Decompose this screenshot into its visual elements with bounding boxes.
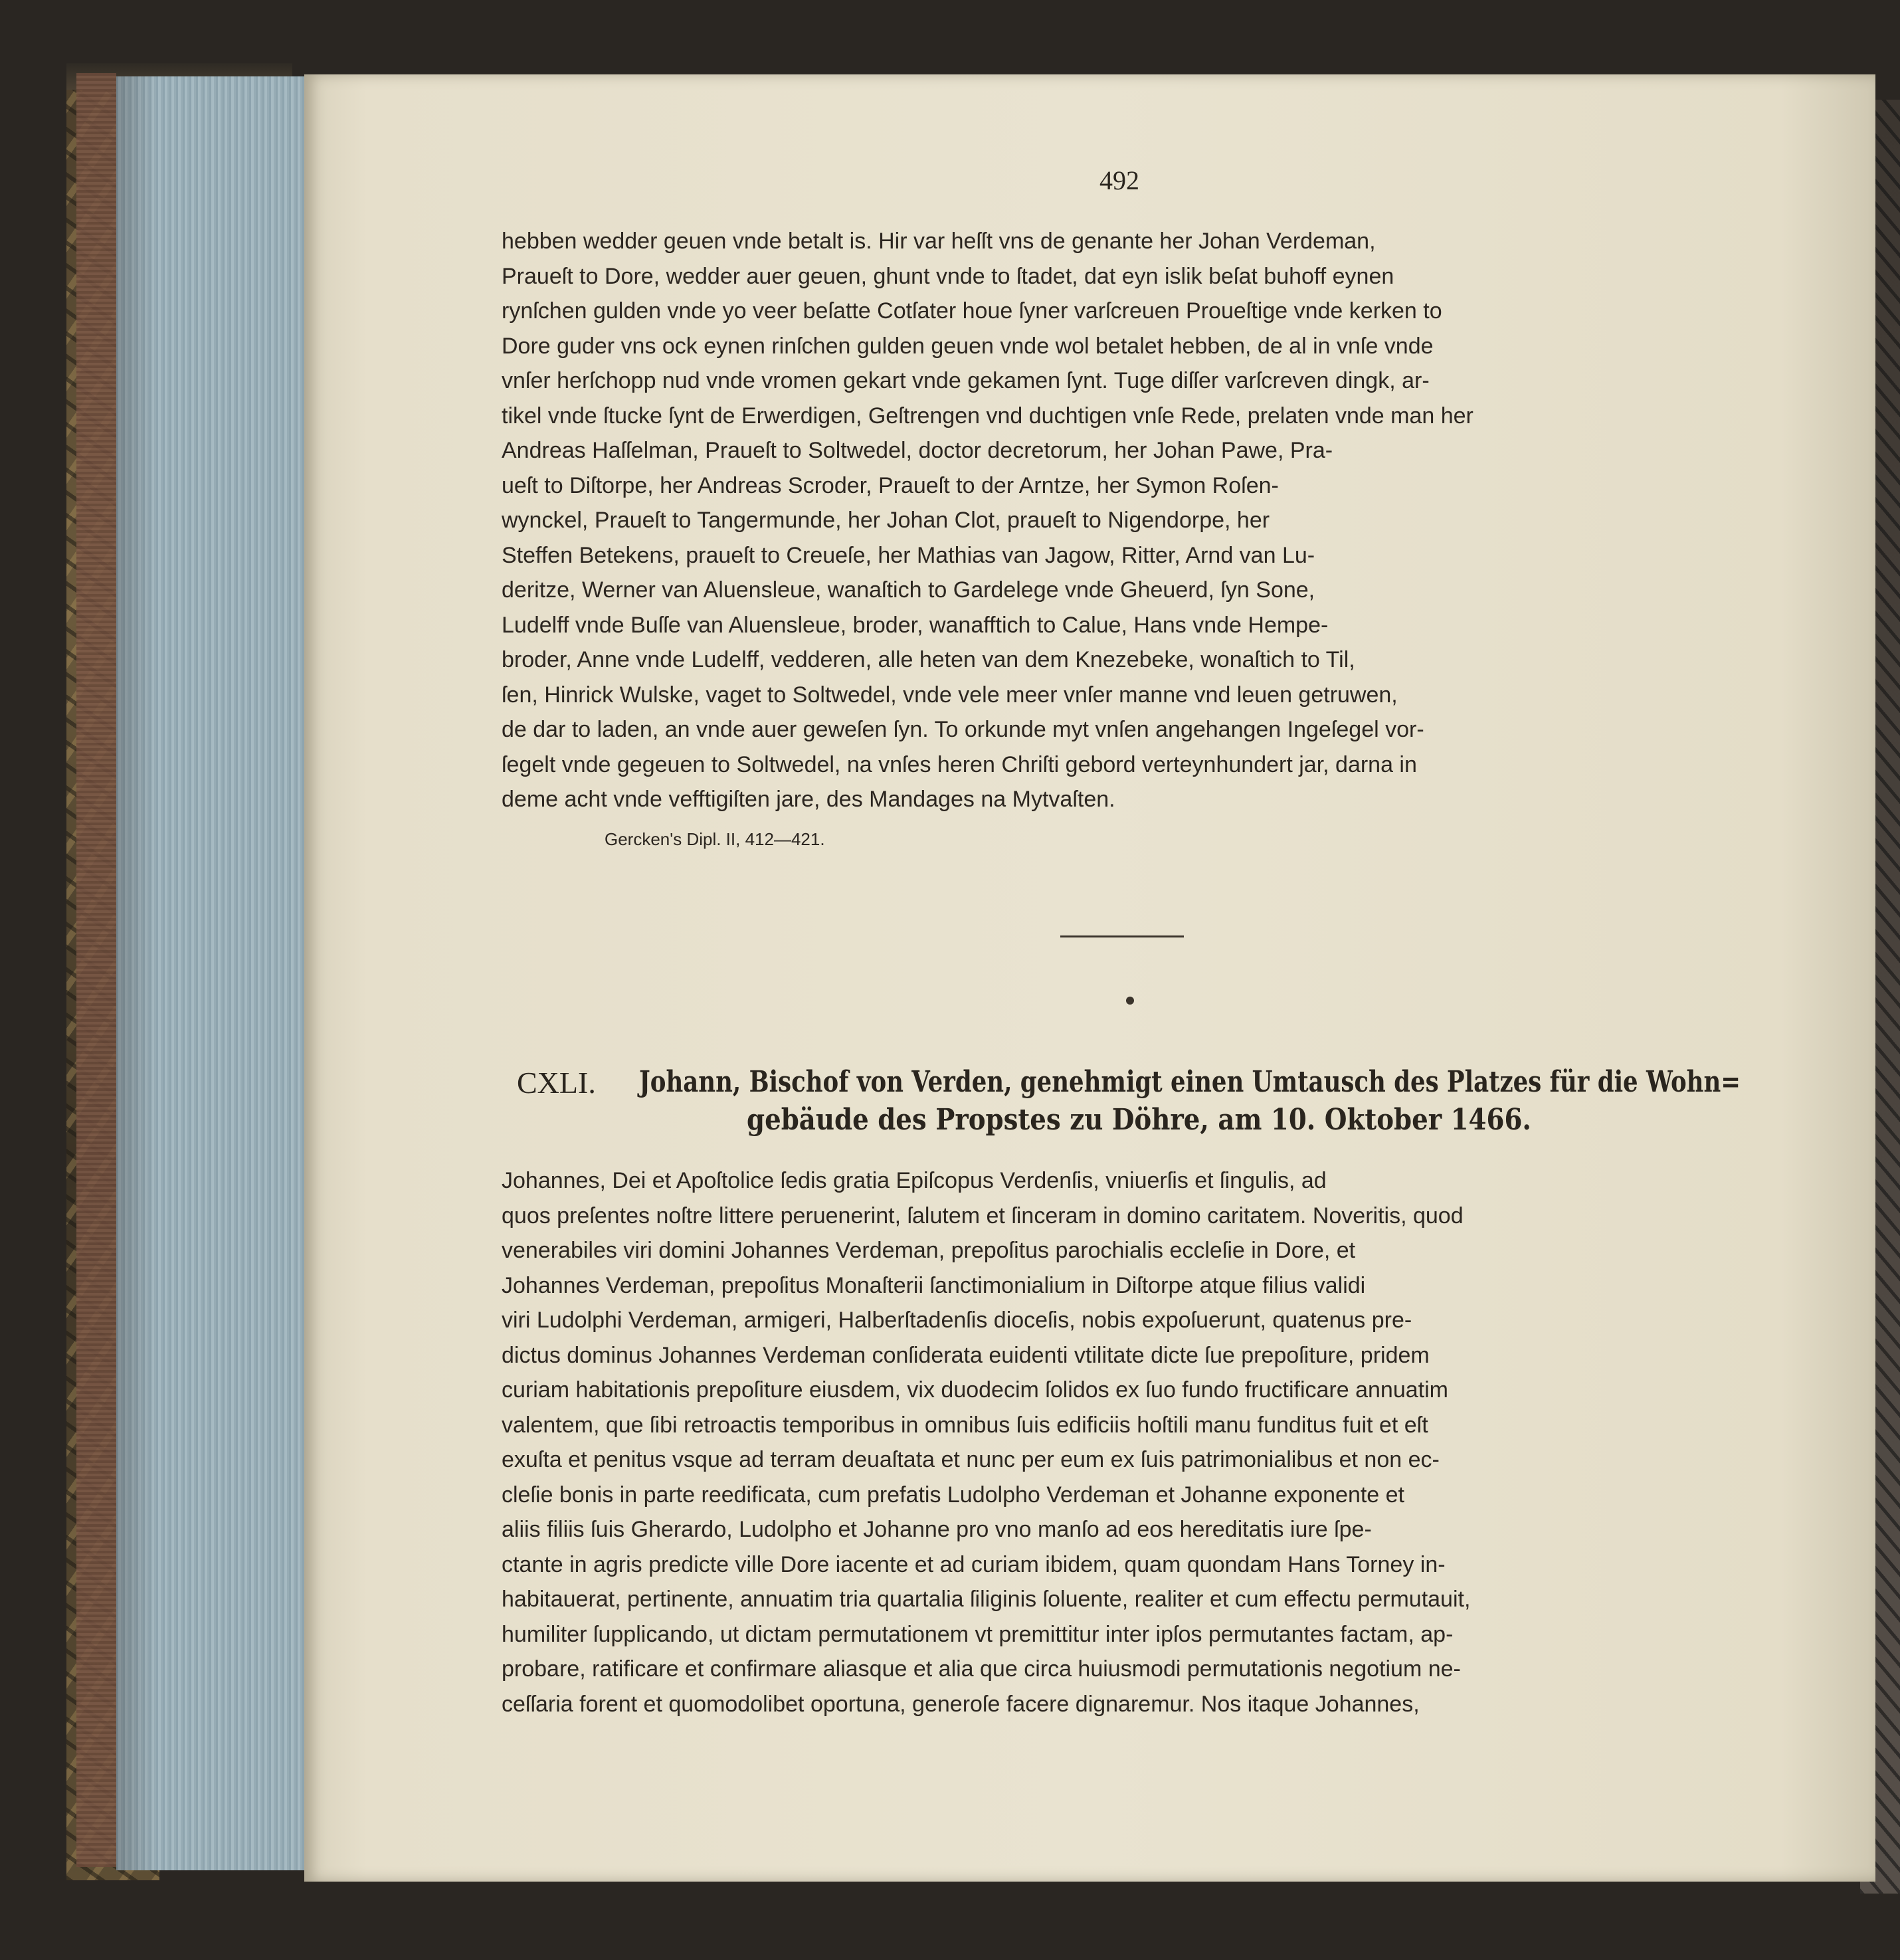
text-line: deme acht vnde vefftigiſten jare, des Mandages na Mytvaſten. bbox=[502, 787, 1115, 812]
text-line: humiliter ſupplicando, ut dictam permutationem vt premittitur inter ipſos permutantes factam, ap- bbox=[502, 1621, 1454, 1647]
text-line: valentem, que ſibi retroactis temporibus in omnibus ſuis edificiis hoſtili manu funditus fuit et eſt bbox=[502, 1412, 1428, 1438]
text-line: viri Ludolphi Verdeman, armigeri, Halberſtadenſis dioceſis, nobis expoſuerunt, quatenus pre- bbox=[502, 1308, 1412, 1333]
text-line: Ludelff vnde Buſſe van Aluensleue, broder, wanafftich to Calue, Hans vnde Hempe- bbox=[502, 612, 1329, 638]
ornament-dot bbox=[1126, 997, 1134, 1005]
text-line: Praueſt to Dore, wedder auer geuen, ghunt vnde to ſtadet, dat eyn islik beſat buhoff eynen bbox=[502, 263, 1394, 289]
text-line: aliis filiis ſuis Gherardo, Ludolpho et Johanne pro vno manſo ad eos hereditatis iure ſpe- bbox=[502, 1517, 1372, 1542]
page-edges-shadow bbox=[116, 76, 156, 1870]
text-line: quos preſentes noſtre littere peruenerint, ſalutem et ſinceram in domino caritatem. Noveritis, quod bbox=[502, 1203, 1464, 1228]
text-line: rynſchen gulden vnde yo veer beſatte Cotſater houe ſyner varſcreuen Proueſtige vnde kerken to bbox=[502, 298, 1442, 324]
text-line: ueſt to Diſtorpe, her Andreas Scroder, Praueſt to der Arntze, her Symon Roſen- bbox=[502, 472, 1279, 498]
text-line: deritze, Werner van Aluensleue, wanaſtich to Gardelege vnde Gheuerd, ſyn Sone, bbox=[502, 577, 1315, 603]
text-line: Johannes Verdeman, prepoſitus Monaſterii ſanctimonialium in Diſtorpe atque filius validi bbox=[502, 1272, 1366, 1298]
text-line: exuſta et penitus vsque ad terram deuaſtata et nunc per eum ex ſuis patrimonialibus et non ec- bbox=[502, 1447, 1440, 1472]
text-line: vnſer herſchopp nud vnde vromen gekart vnde gekamen ſynt. Tuge diſſer varſcreven dingk, ar- bbox=[502, 368, 1430, 393]
text-line: wynckel, Praueſt to Tangermunde, her Johan Clot, praueſt to Nigendorpe, her bbox=[502, 508, 1270, 533]
text-line: broder, Anne vnde Ludelff, vedderen, alle heten van dem Knezebeke, wonaſtich to Til, bbox=[502, 647, 1355, 672]
text-line: curiam habitationis prepoſiture eiusdem, vix duodecim ſolidos ex ſuo fundo fructificare annuatim bbox=[502, 1377, 1448, 1403]
text-line: tikel vnde ſtucke ſynt de Erwerdigen, Geſtrengen vnd duchtigen vnſe Rede, prelaten vnde man her bbox=[502, 403, 1473, 429]
text-line: cleſie bonis in parte reedificata, cum prefatis Ludolpho Verdeman et Johanne exponente et bbox=[502, 1482, 1405, 1508]
text-line: de dar to laden, an vnde auer geweſen ſyn. To orkunde myt vnſen angehangen Ingeſegel vor- bbox=[502, 717, 1424, 742]
heading-line: gebäude des Propstes zu Döhre, am 10. Oktober 1466. bbox=[747, 1103, 1531, 1137]
text-line: Dore guder vns ock eynen rinſchen gulden geuen vnde wol betalet hebben, de al in vnſe vnde bbox=[502, 333, 1434, 359]
text-line: Steffen Betekens, praueſt to Creueſe, her Mathias van Jagow, Ritter, Arnd van Lu- bbox=[502, 542, 1315, 568]
page-number: 492 bbox=[1099, 165, 1139, 195]
text-line: Andreas Haſſelman, Praueſt to Soltwedel, doctor decretorum, her Johan Pawe, Pra- bbox=[502, 438, 1333, 463]
book-spine bbox=[76, 73, 116, 1867]
section-number: CXLI. bbox=[517, 1066, 596, 1100]
text-line: dictus dominus Johannes Verdeman conſiderata euidenti vtilitate dicte ſue prepoſiture, pridem bbox=[502, 1342, 1430, 1368]
text-line: venerabiles viri domini Johannes Verdeman, prepoſitus parochialis eccleſie in Dore, et bbox=[502, 1238, 1356, 1263]
source-citation: Gercken's Dipl. II, 412—421. bbox=[605, 829, 825, 849]
text-line: ſegelt vnde gegeuen to Soltwedel, na vnſes heren Chriſti gebord verteynhundert jar, darna in bbox=[502, 751, 1417, 777]
text-line: ceſſaria forent et quomodolibet oportuna, generoſe facere dignaremur. Nos itaque Johannes, bbox=[502, 1691, 1420, 1717]
text-line: habitauerat, pertinente, annuatim tria quartalia ſiliginis ſoluente, realiter et cum effectu permutauit, bbox=[502, 1587, 1471, 1612]
text-line: ctante in agris predicte ville Dore iacente et ad curiam ibidem, quam quondam Hans Torney in- bbox=[502, 1551, 1446, 1577]
text-line: ſen, Hinrick Wulske, vaget to Soltwedel, vnde vele meer vnſer manne vnd leuen getruwen, bbox=[502, 682, 1398, 708]
text-line: hebben wedder geuen vnde betalt is. Hir var heſſt vns de genante her Johan Verdeman, bbox=[502, 229, 1376, 254]
text-line: Johannes, Dei et Apoſtolice ſedis gratia Epiſcopus Verdenſis, vniuerſis et ſingulis, ad bbox=[502, 1168, 1327, 1193]
section-divider bbox=[1060, 935, 1184, 937]
text-line: probare, ratificare et confirmare aliasque et alia que circa huiusmodi permutationis negotium ne- bbox=[502, 1656, 1461, 1682]
heading-line: Johann, Bischof von Verden, genehmigt einen Umtausch des Platzes für die Wohn= bbox=[639, 1065, 1741, 1099]
